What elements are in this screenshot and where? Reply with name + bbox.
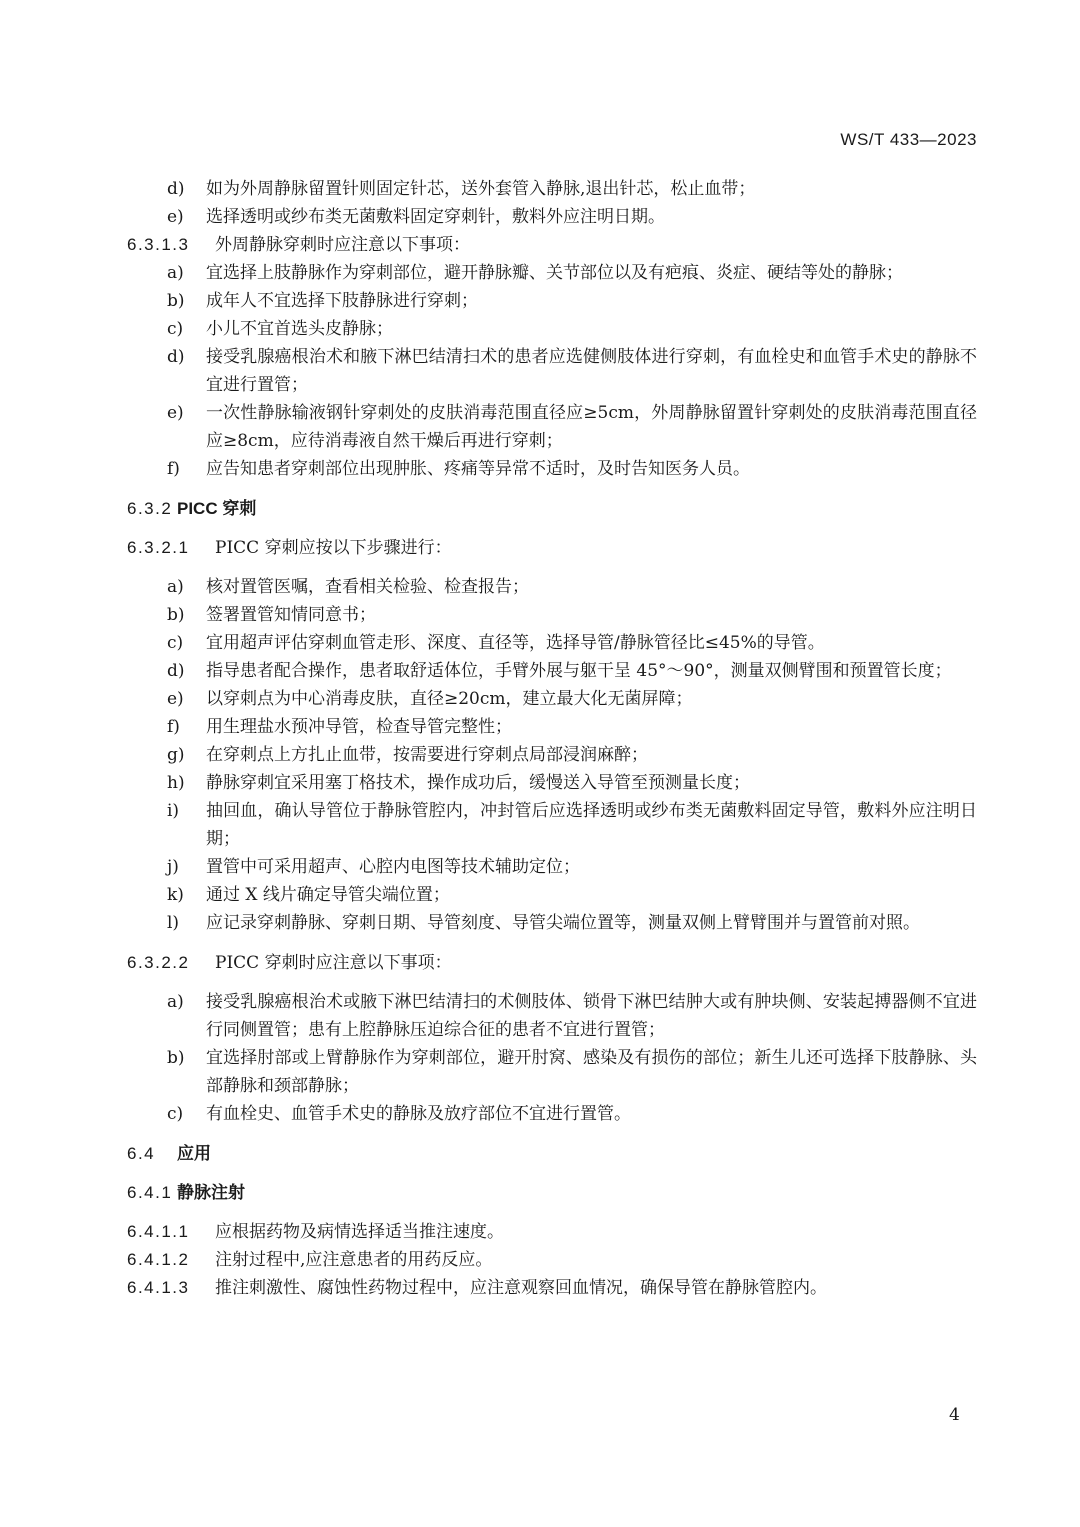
clause-number: 6.4.1.1: [127, 1222, 190, 1241]
list-marker: a): [167, 263, 184, 283]
clause-text: 注射过程中,应注意患者的用药反应。: [215, 1250, 493, 1270]
list-item-text: 如为外周静脉留置针则固定针芯，送外套管入静脉,退出针芯，松止血带；: [206, 179, 756, 199]
list-item-text: 选择透明或纱布类无菌敷料固定穿刺针，敷料外应注明日期。: [206, 207, 665, 227]
list-item-text: 成年人不宜选择下肢静脉进行穿刺；: [206, 291, 478, 311]
section-title: PICC 穿刺: [177, 499, 257, 518]
list-item: [127, 287, 977, 315]
list-item: [127, 853, 977, 881]
list-marker: e): [167, 403, 184, 423]
list-item: [127, 713, 977, 741]
list-item-text: 签署置管知情同意书；: [206, 605, 376, 625]
section-number: 6.4: [127, 1144, 156, 1163]
list-item-text: 一次性静脉输液钢针穿刺处的皮肤消毒范围直径应≥5cm，外周静脉留置针穿刺处的皮肤消毒范围直径应≥8cm，应待消毒液自然干燥后再进行穿刺；: [206, 403, 977, 451]
list-item: [127, 573, 977, 601]
list-marker: c): [167, 1104, 184, 1124]
list-item-text: 置管中可采用超声、心腔内电图等技术辅助定位；: [206, 857, 580, 877]
list-marker: b): [167, 291, 185, 311]
list-item-text: 静脉穿刺宜采用塞丁格技术，操作成功后，缓慢送入导管至预测量长度；: [206, 773, 750, 793]
clause-number: 6.4.1.3: [127, 1278, 190, 1297]
section-heading-6-4-1: [127, 1179, 977, 1207]
clause-text: PICC 穿刺应按以下步骤进行：: [215, 538, 452, 558]
list-item: [127, 175, 977, 203]
clause-6-4-1-1: [127, 1218, 977, 1246]
clause-number: 6.4.1.2: [127, 1250, 190, 1269]
clause-text: 应根据药物及病情选择适当推注速度。: [215, 1222, 504, 1242]
list-item: [127, 657, 977, 685]
clause-number: 6.3.2.2: [127, 953, 190, 972]
clause-number: 6.3.1.3: [127, 235, 190, 254]
list-item-text: 通过 X 线片确定导管尖端位置；: [206, 885, 450, 905]
list-item: [127, 988, 977, 1044]
list-marker: b): [167, 1048, 185, 1068]
list-item: [127, 455, 977, 483]
list-item: [127, 343, 977, 399]
section-heading-6-4: [127, 1140, 977, 1168]
list-marker: h): [167, 773, 185, 793]
list-item-text: 宜选择肘部或上臂静脉作为穿刺部位，避开肘窝、感染及有损伤的部位；新生儿还可选择下肢静脉、头部静脉和颈部静脉；: [206, 1048, 977, 1096]
clause-6-3-2-1: [127, 534, 977, 562]
section-title: 静脉注射: [177, 1183, 245, 1202]
list-item: [127, 909, 977, 937]
list-item: [127, 741, 977, 769]
list-marker: c): [167, 633, 184, 653]
list-item-text: 宜用超声评估穿刺血管走形、深度、直径等，选择导管/静脉管径比≤45%的导管。: [206, 633, 825, 653]
list-item-text: 接受乳腺癌根治术或腋下淋巴结清扫的术侧肢体、锁骨下淋巴结肿大或有肿块侧、安装起搏器侧不宜进行同侧置管；患有上腔静脉压迫综合征的患者不宜进行置管；: [206, 992, 977, 1040]
list-item-text: 以穿刺点为中心消毒皮肤，直径≥20cm，建立最大化无菌屏障；: [206, 689, 693, 709]
list-marker: f): [167, 717, 180, 737]
list-item: [127, 797, 977, 853]
list-item-text: 在穿刺点上方扎止血带，按需要进行穿刺点局部浸润麻醉；: [206, 745, 648, 765]
list-item: [127, 1100, 977, 1128]
list-item: [127, 203, 977, 231]
list-item: [127, 629, 977, 657]
list-marker: e): [167, 207, 184, 227]
clause-text: PICC 穿刺时应注意以下事项：: [215, 953, 452, 973]
list-item-text: 核对置管医嘱，查看相关检验、检查报告；: [206, 577, 529, 597]
list-item: [127, 315, 977, 343]
clause-text: 外周静脉穿刺时应注意以下事项：: [215, 235, 470, 255]
list-item: [127, 259, 977, 287]
list-marker: b): [167, 605, 185, 625]
list-item-text: 应记录穿刺静脉、穿刺日期、导管刻度、导管尖端位置等，测量双侧上臂臂围并与置管前对照。: [206, 913, 920, 933]
list-marker: c): [167, 319, 184, 339]
document-body: [127, 175, 977, 1302]
list-marker: a): [167, 577, 184, 597]
list-marker: j): [167, 857, 179, 877]
page-number: 4: [949, 1405, 960, 1425]
section-number: 6.3.2: [127, 499, 173, 518]
list-marker: a): [167, 992, 184, 1012]
list-item: [127, 685, 977, 713]
clause-6-3-2-2: [127, 949, 977, 977]
clause-6-4-1-3: [127, 1274, 977, 1302]
list-marker: d): [167, 661, 185, 681]
list-item: [127, 881, 977, 909]
clause-6-3-1-3: [127, 231, 977, 259]
list-item-text: 宜选择上肢静脉作为穿刺部位，避开静脉瓣、关节部位以及有疤痕、炎症、硬结等处的静脉；: [206, 263, 903, 283]
clause-number: 6.3.2.1: [127, 538, 190, 557]
list-item: [127, 1044, 977, 1100]
list-item-text: 接受乳腺癌根治术和腋下淋巴结清扫术的患者应选健侧肢体进行穿刺，有血栓史和血管手术史的静脉不宜进行置管；: [206, 347, 977, 395]
list-marker: d): [167, 179, 185, 199]
section-heading-6-3-2: [127, 495, 977, 523]
clause-6-4-1-2: [127, 1246, 977, 1274]
list-item-text: 用生理盐水预冲导管，检查导管完整性；: [206, 717, 512, 737]
list-item-text: 应告知患者穿刺部位出现肿胀、疼痛等异常不适时，及时告知医务人员。: [206, 459, 750, 479]
list-marker: d): [167, 347, 185, 367]
list-item-text: 有血栓史、血管手术史的静脉及放疗部位不宜进行置管。: [206, 1104, 631, 1124]
list-marker: g): [167, 745, 185, 765]
section-title: 应用: [177, 1144, 211, 1163]
list-item-text: 小儿不宜首选头皮静脉；: [206, 319, 393, 339]
standard-code-header: WS/T 433—2023: [840, 130, 977, 149]
section-number: 6.4.1: [127, 1183, 173, 1202]
list-item: [127, 601, 977, 629]
list-marker: e): [167, 689, 184, 709]
list-marker: k): [167, 885, 184, 905]
list-item: [127, 399, 977, 455]
list-item: [127, 769, 977, 797]
list-item-text: 指导患者配合操作，患者取舒适体位，手臂外展与躯干呈 45°～90°，测量双侧臂围和预置管长度；: [206, 661, 952, 681]
list-item-text: 抽回血，确认导管位于静脉管腔内，冲封管后应选择透明或纱布类无菌敷料固定导管，敷料外应注明日期；: [206, 801, 977, 849]
list-marker: i): [167, 801, 180, 821]
clause-text: 推注刺激性、腐蚀性药物过程中，应注意观察回血情况，确保导管在静脉管腔内。: [215, 1278, 827, 1298]
list-marker: f): [167, 459, 180, 479]
list-marker: l): [167, 913, 180, 933]
